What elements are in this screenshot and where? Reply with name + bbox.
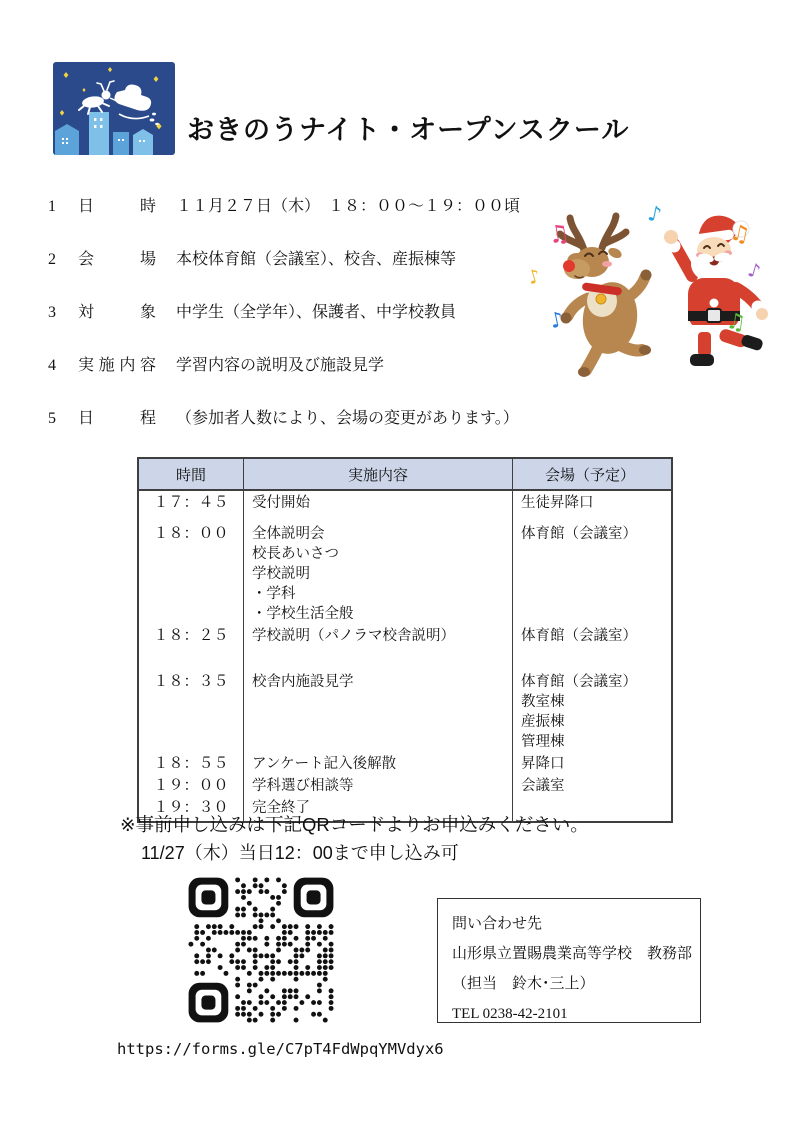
schedule-time-cell: １８：３５ [139,670,244,752]
page-title: おきのうナイト・オープンスクール [187,115,630,145]
info-item-1 [48,196,528,218]
schedule-row [139,522,671,624]
info-item-number: 2 [48,251,56,268]
schedule-venue-cell [513,491,667,522]
schedule-activity-line: 受付開始 [252,495,310,511]
music-note-icon: ♪ [745,258,763,284]
info-item-label: 対象 [78,304,156,321]
info-item-label: 日時 [78,198,156,215]
schedule-venue-cell [513,522,667,624]
schedule-venue-cell [513,774,667,796]
dancing-santa-and-reindeer-illustration [522,200,770,380]
schedule-row [139,624,671,670]
schedule-time-cell: １８：５５ [139,752,244,774]
note-preregistration: ※事前申し込みは下記QRコードよりお申込みください。 [120,814,589,835]
schedule-venue-cell [513,752,667,774]
schedule-activity-line: ・学科 [252,586,296,602]
schedule-activity-line: 校長あいさつ [252,546,339,562]
info-item-label: 日程 [78,410,156,427]
schedule-table-body [139,491,671,821]
info-list [48,196,528,461]
info-item-5 [48,408,528,430]
schedule-activity-line: 完全終了 [252,800,310,816]
schedule-activity-cell [244,670,513,752]
music-note-icon: ♫ [545,218,572,250]
schedule-time-cell: １７：４５ [139,491,244,522]
info-item-content: １１月２７日（木） １８：００～１９：００頃 [176,198,521,215]
schedule-venue-line: 教室棟 [521,694,565,710]
schedule-venue-line: 会議室 [521,778,565,794]
schedule-venue-line: 産振棟 [521,714,565,730]
schedule-venue-cell [513,624,667,670]
info-item-2 [48,249,528,271]
contact-line: 山形県立置賜農業高等学校 教務部 [452,946,693,962]
schedule-activity-cell [244,491,513,522]
schedule-venue-line: 体育館（会議室） [521,674,637,690]
info-item-3 [48,302,528,324]
music-note-icon: ♫ [724,308,748,337]
schedule-row [139,774,671,796]
contact-line: 問い合わせ先 [452,916,543,932]
schedule-activity-line: 学校説明（パノラマ校舎説明） [252,628,455,644]
schedule-table-header [139,459,671,491]
schedule-row [139,752,671,774]
schedule-activity-line: 校舎内施設見学 [252,674,354,690]
music-note-icon: ♪ [547,306,566,334]
schedule-row [139,491,671,522]
info-item-label: 実施内容 [78,357,156,374]
note-deadline: 11/27（木）当日12：00まで申し込み可 [141,843,459,863]
info-item-4 [48,355,528,377]
schedule-time-cell: １８：２５ [139,624,244,670]
schedule-activity-cell [244,624,513,670]
santa-claus [664,216,768,366]
info-item-content: 本校体育館（会議室）、校舎、産振棟等 [176,251,457,268]
schedule-activity-line: 学校説明 [252,566,310,582]
info-item-number: 3 [48,304,56,321]
schedule-venue-line: 管理棟 [521,734,565,750]
music-note-icon: ♪ [645,200,664,228]
info-item-number: 1 [48,198,56,215]
column-header-time: 時間 [139,459,244,489]
schedule-venue-line: 体育館（会議室） [521,628,637,644]
form-url-link[interactable]: https://forms.gle/C7pT4FdWpqYMVdyx6 [117,1040,444,1058]
schedule-table [137,457,673,823]
music-note-icon: ♪ [525,264,543,290]
schedule-venue-line: 体育館（会議室） [521,526,637,542]
contact-line: TEL 0238-42-2101 [452,1006,568,1022]
music-note-icon: ♫ [727,220,753,249]
info-item-content: 中学生（全学年）、保護者、中学校教員 [176,304,457,321]
schedule-activity-line: 学科選び相談等 [252,778,354,794]
info-item-content: 学習内容の説明及び施設見学 [176,357,385,374]
schedule-activity-line: アンケート記入後解散 [252,756,397,772]
info-item-content: （参加者人数により、会場の変更があります。） [176,410,519,427]
schedule-activity-line: 全体説明会 [252,526,325,542]
santa-sleigh-night-illustration [53,62,175,155]
schedule-activity-cell [244,774,513,796]
schedule-activity-line: ・学校生活全般 [252,606,354,622]
contact-line: （担当 鈴木･三上） [452,976,595,992]
column-header-content: 実施内容 [244,459,513,489]
reindeer [560,216,652,377]
column-header-venue: 会場（予定） [544,467,635,484]
schedule-activity-cell [244,522,513,624]
info-item-number: 5 [48,410,56,427]
schedule-venue-cell [513,670,667,752]
schedule-activity-cell [244,752,513,774]
schedule-venue-line: 生徒昇降口 [521,495,594,511]
qr-code [188,877,334,1023]
schedule-row [139,670,671,752]
contact-box [437,898,701,1023]
schedule-venue-line: 昇降口 [521,756,565,772]
schedule-time-cell: １８：００ [139,522,244,624]
schedule-time-cell: １９：３０ [139,796,244,821]
info-item-label: 会場 [78,251,156,268]
info-item-number: 4 [48,357,56,374]
schedule-time-cell: １９：００ [139,774,244,796]
